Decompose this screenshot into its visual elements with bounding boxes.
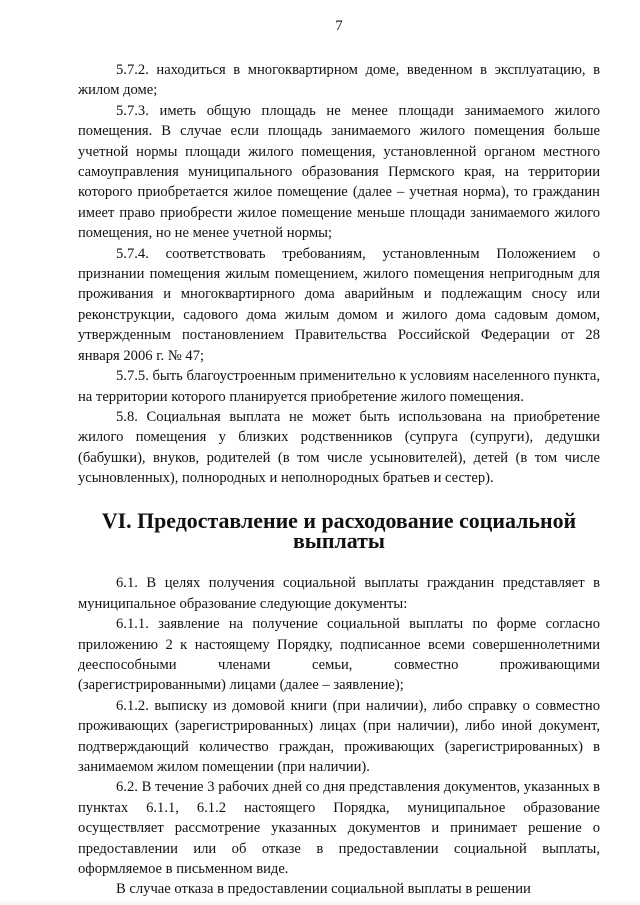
- paragraph-5-7-4: 5.7.4. соответствовать требованиям, установленным Положением о признании помещения жилым помещением, жилого помещения непригодным для проживания и многоквартирного дома аварийным и подлежащим сносу или реконструкции, садового дома жилым домом и жилого дома садовым домом, утвержденным постановлением Правительства Российской Федерации от 28 января 2006 г. № 47;: [78, 245, 600, 364]
- paragraph-5-7-2: 5.7.2. находиться в многоквартирном доме, введенном в эксплуатацию, в жилом доме;: [78, 62, 600, 99]
- paragraph-refusal-continued: В случае отказа в предоставлении социальной выплаты в решении: [116, 881, 531, 898]
- section-heading-vi: VI. Предоставление и расходование социальной выплаты: [101, 507, 577, 553]
- paragraph-5-8: 5.8. Социальная выплата не может быть использована на приобретение жилого помещения у близких родственников (супруга (супруги), дедушки (бабушки), внуков, родителей (в том числе усыновителей), детей (в том числе усыновленных), полнородных и неполнородных братьев и сестер).: [78, 408, 600, 487]
- paragraph-5-7-3: 5.7.3. иметь общую площадь не менее площади занимаемого жилого помещения. В случае если площадь занимаемого жилого помещения больше учетной нормы площади жилого помещения, установленной органом местного самоуправления муниципального образования Пермского края, на территории которого приобретается жилое помещение (далее – учетная норма), то гражданин имеет право приобрести жилое помещение меньше площади занимаемого жилого помещения, но не менее учетной нормы;: [78, 102, 600, 242]
- paragraph-6-2: 6.2. В течение 3 рабочих дней со дня представления документов, указанных в пунктах 6.1.1, 6.1.2 настоящего Порядка, муниципальное образование осуществляет рассмотрение указанных документов и принимает решение о предоставлении или об отказе в предоставлении социальной выплаты, оформляемое в письменном виде.: [78, 779, 600, 878]
- paragraph-6-1-1: 6.1.1. заявление на получение социальной выплаты по форме согласно приложению 2 к настоящему Порядку, подписанное всеми совершеннолетними дееспособными членами семьи, совместно проживающими (зарегистрированными) лицами (далее – заявление);: [78, 616, 600, 694]
- page-number: 7: [335, 18, 343, 34]
- paragraph-5-7-5: 5.7.5. быть благоустроенным применительно к условиям населенного пункта, на территории которого планируется приобретение жилого помещения.: [78, 368, 600, 405]
- page-bottom-edge: [0, 899, 640, 905]
- paragraph-6-1: 6.1. В целях получения социальной выплаты гражданин представляет в муниципальное образование следующие документы:: [78, 575, 600, 612]
- paragraph-6-1-2: 6.1.2. выписку из домовой книги (при наличии), либо справку о совместно проживающих (зарегистрированных) лицах (при наличии), либо иной документ, подтверждающий количество граждан, проживающих (зарегистрированных) в занимаемом жилом помещении (при наличии).: [78, 697, 600, 775]
